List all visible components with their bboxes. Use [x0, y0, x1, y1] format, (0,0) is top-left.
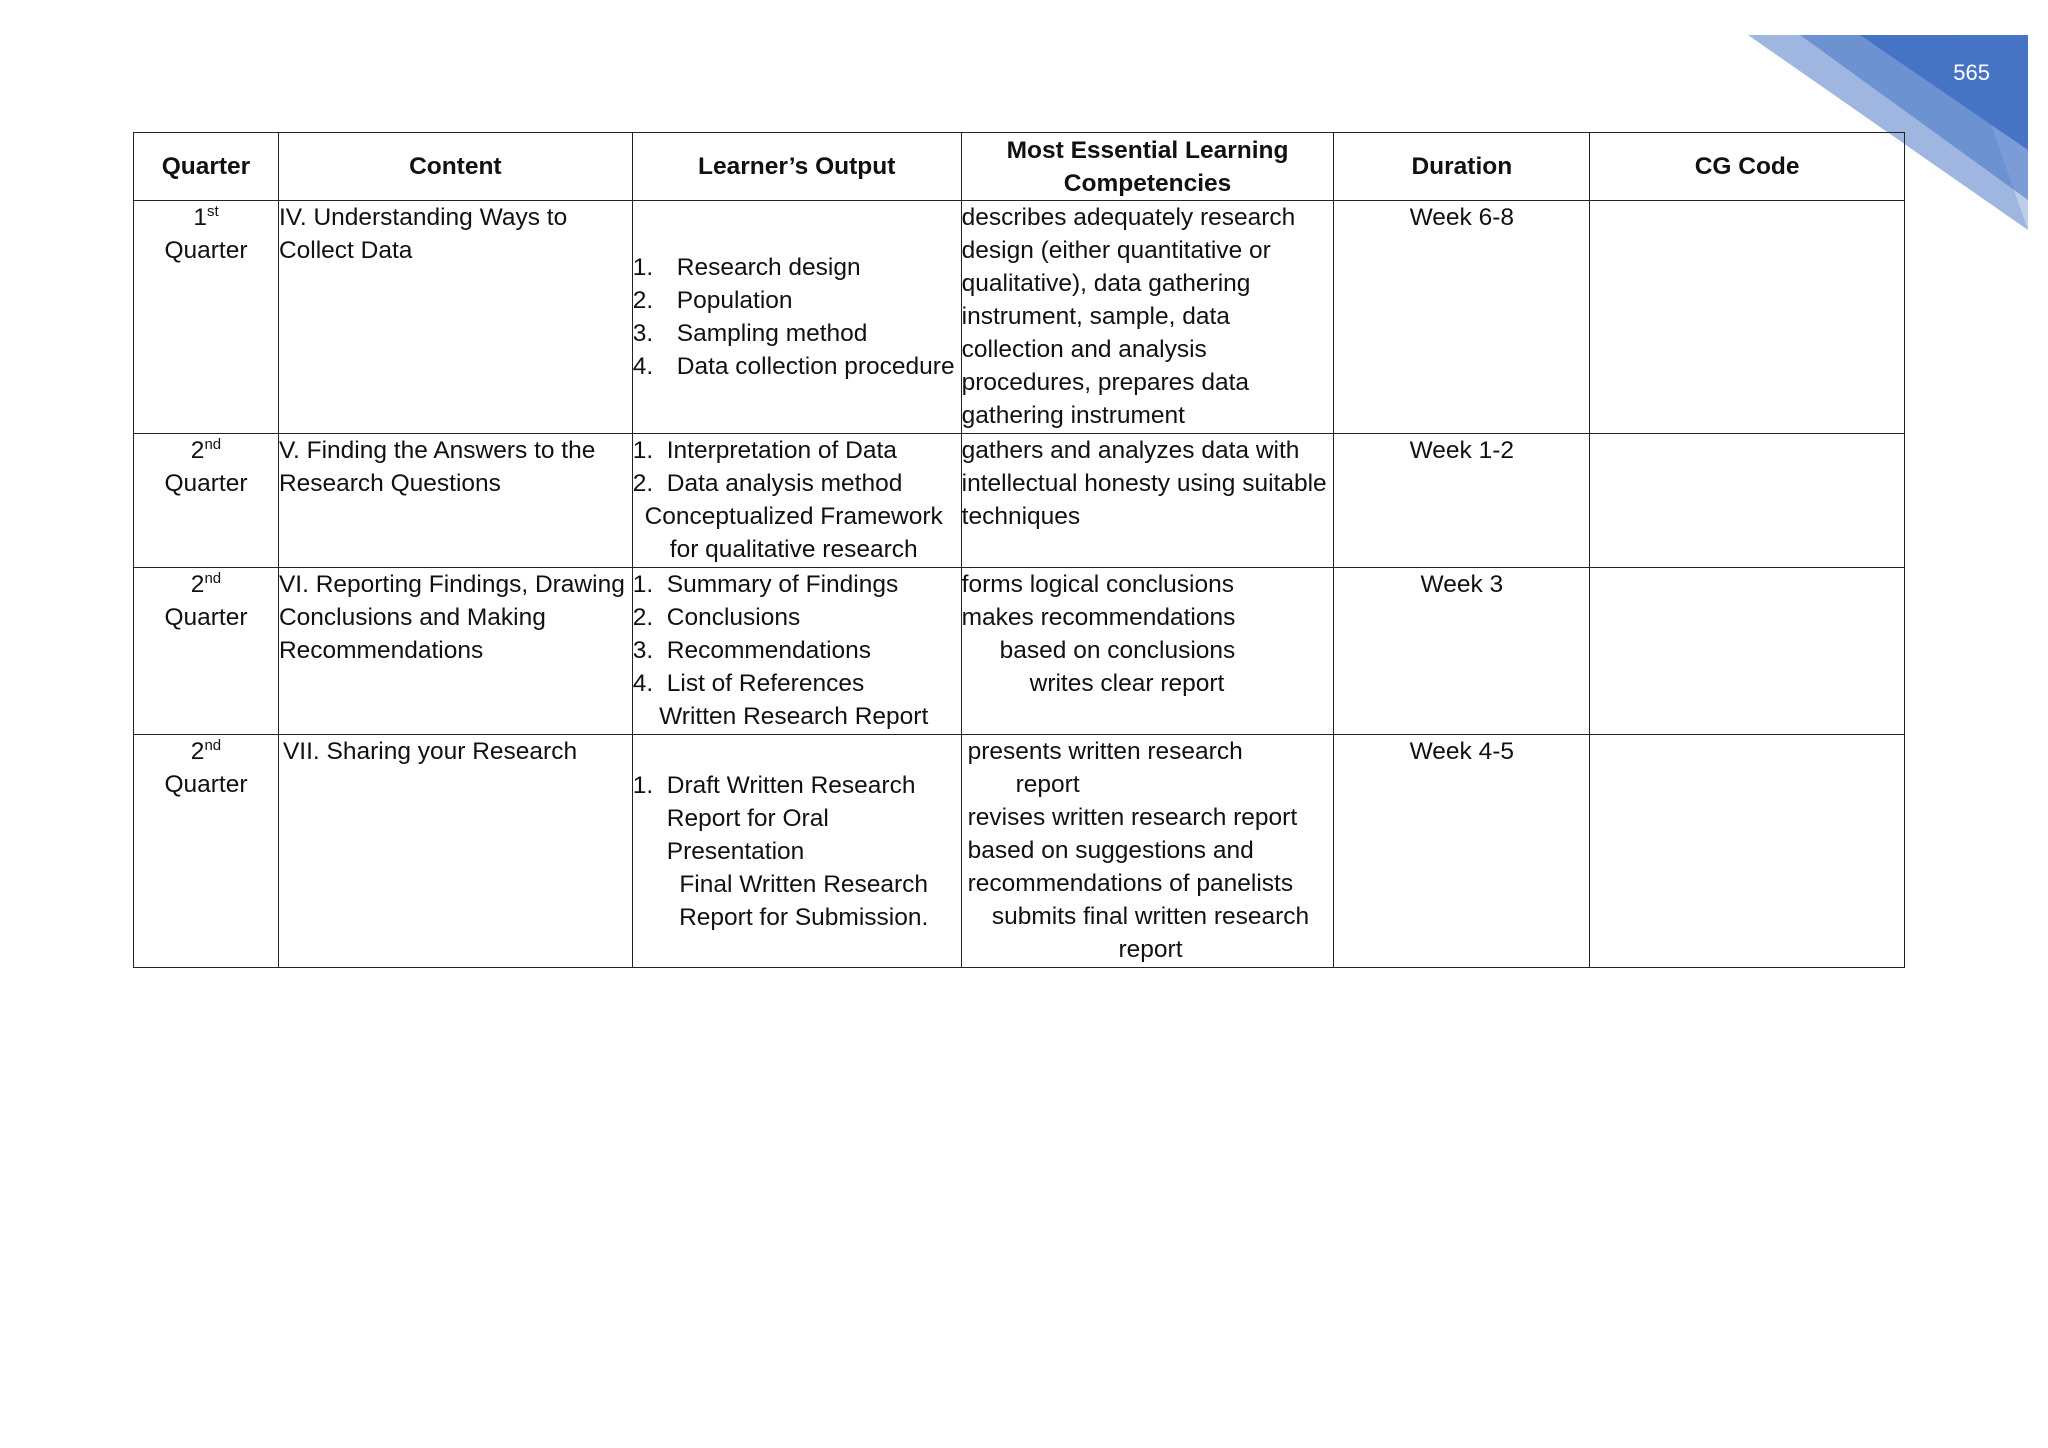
quarter-word: Quarter [164, 470, 248, 497]
quarter-number: 2 [190, 437, 205, 464]
melc-line: report [1015, 771, 1080, 798]
duration-cell: Week 6-8 [1334, 201, 1590, 434]
melc-line: forms logical conclusions [961, 571, 1234, 598]
table-row [134, 735, 1905, 968]
quarter-cell [134, 201, 279, 434]
list-item: 4. Data collection procedure [632, 353, 955, 380]
page-number: 565 [1953, 60, 1990, 85]
cg-code-cell [1590, 434, 1905, 568]
melc-cell [961, 568, 1334, 735]
quarter-suffix: nd [204, 736, 222, 754]
quarter-number: 2 [190, 738, 205, 765]
content-cell: VII. Sharing your Research [278, 735, 632, 968]
output-cell [632, 201, 961, 434]
quarter-number: 2 [190, 571, 205, 598]
content-cell: IV. Understanding Ways to Collect Data [278, 201, 632, 434]
quarter-cell [134, 735, 279, 968]
melc-cell: gathers and analyzes data with intellectual honesty using suitable techniques [961, 434, 1334, 568]
header-content: Content [278, 133, 632, 201]
quarter-cell [134, 568, 279, 735]
quarter-suffix: st [206, 202, 219, 220]
quarter-word: Quarter [164, 604, 248, 631]
melc-cell [961, 735, 1334, 968]
melc-line: submits final written research report [991, 903, 1310, 963]
list-item: 2. Population [632, 287, 793, 314]
duration-cell: Week 1-2 [1334, 434, 1590, 568]
output-extra: Final Written Research Report for Submission. [679, 870, 929, 931]
quarter-word: Quarter [164, 237, 248, 264]
quarter-word: Quarter [164, 771, 248, 798]
melc-cell: describes adequately research design (either quantitative or qualitative), data gathering instrument, sample, data collection and analysis procedures, prepares data gathering instrument [961, 201, 1334, 434]
list-item: 3. Recommendations [632, 637, 872, 664]
content-cell: V. Finding the Answers to the Research Questions [278, 434, 632, 568]
quarter-number: 1 [193, 204, 207, 231]
output-cell [632, 568, 961, 735]
header-melc: Most Essential Learning Competencies [961, 133, 1334, 201]
list-item: 1. Summary of Findings [632, 571, 899, 598]
header-cg-code: CG Code [1590, 133, 1905, 201]
list-item: 1. Draft Written Research Report for Oral Presentation [632, 771, 916, 865]
header-row [134, 133, 1905, 201]
curriculum-table [133, 132, 1905, 968]
cg-code-cell [1590, 568, 1905, 735]
melc-line: makes recommendations [961, 604, 1236, 631]
cg-code-cell [1590, 201, 1905, 434]
melc-line: presents written research [967, 738, 1243, 765]
content-cell: VI. Reporting Findings, Drawing Conclusions and Making Recommendations [278, 568, 632, 735]
table-row [134, 201, 1905, 434]
list-item: 2. Data analysis method [632, 470, 903, 497]
melc-line: writes clear report [1029, 670, 1225, 697]
duration-cell: Week 3 [1334, 568, 1590, 735]
output-cell [632, 434, 961, 568]
melc-line: based on conclusions [999, 637, 1236, 664]
list-item: 4. List of References [632, 670, 865, 697]
list-item: 1. Research design [632, 254, 861, 281]
header-learners-output: Learner’s Output [632, 133, 961, 201]
table-row [134, 434, 1905, 568]
cg-code-cell [1590, 735, 1905, 968]
quarter-suffix: nd [204, 569, 222, 587]
header-duration: Duration [1334, 133, 1590, 201]
output-extra: Written Research Report [659, 703, 929, 730]
table-row [134, 568, 1905, 735]
list-item: 2. Conclusions [632, 604, 801, 631]
list-item: 1. Interpretation of Data [632, 437, 897, 464]
quarter-suffix: nd [204, 435, 222, 453]
header-quarter: Quarter [134, 133, 279, 201]
list-item: 3. Sampling method [632, 320, 868, 347]
melc-line: revises written research report based on suggestions and recommendations of panelists [967, 804, 1298, 897]
output-extra: Conceptualized Framework for qualitative research [644, 503, 943, 563]
output-cell [632, 735, 961, 968]
quarter-cell [134, 434, 279, 568]
duration-cell: Week 4-5 [1334, 735, 1590, 968]
